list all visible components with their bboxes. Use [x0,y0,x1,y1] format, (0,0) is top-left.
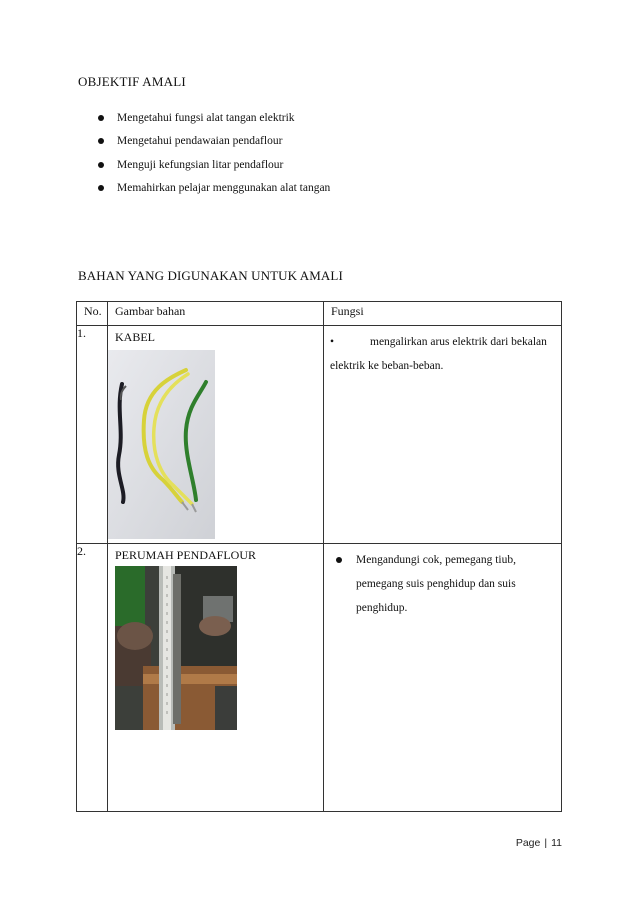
page-label: Page [515,837,541,849]
material-cell [108,544,324,812]
fungsi-cell [324,544,562,812]
bullet-icon [336,557,342,563]
list-item-text: Menguji kefungsian litar pendaflour [117,158,284,171]
bullet-icon [98,115,104,121]
materials-table [76,301,562,812]
list-item [78,130,330,154]
material-cell [108,326,324,544]
list-item-text: Memahirkan pelajar menggunakan alat tangan [117,182,331,195]
fungsi-cell [324,326,562,544]
list-item [78,177,330,201]
list-item-text: Mengetahui pendawaian pendaflour [117,135,283,148]
bullet-icon [98,162,104,168]
table-row [77,544,562,812]
objektif-heading: OBJEKTIF AMALI [78,74,186,89]
row-number: 1. [77,326,108,544]
fluorescent-housing-photo [115,566,237,730]
bullet-icon [98,138,104,144]
fungsi-text: mengalirkan arus elektrik dari bekalan elektrik ke beban-beban. [330,336,547,372]
bullet-icon: • [330,336,335,348]
bullet-icon [98,185,104,191]
row-number: 2. [77,544,108,812]
column-header-fungsi: Fungsi [324,302,562,326]
cable-photo [108,350,215,539]
bahan-heading: BAHAN YANG DIGUNAKAN UNTUK AMALI [78,268,343,283]
footer-separator: | [544,837,548,849]
fungsi-text: Mengandungi cok, pemegang tiub, pemegang suis penghidup dan suis penghidup. [356,554,517,614]
table-row [77,326,562,544]
list-item-text: Mengetahui fungsi alat tangan elektrik [117,111,295,124]
list-item [78,153,330,177]
material-name: PERUMAH PENDAFLOUR [115,548,257,562]
column-header-gambar: Gambar bahan [108,302,324,326]
objektif-list [78,106,330,200]
material-name: KABEL [115,330,155,344]
list-item [78,106,330,130]
column-header-no: No. [77,302,108,326]
page-number: 11 [551,837,562,849]
table-header-row [77,302,562,326]
page-footer [516,837,562,849]
